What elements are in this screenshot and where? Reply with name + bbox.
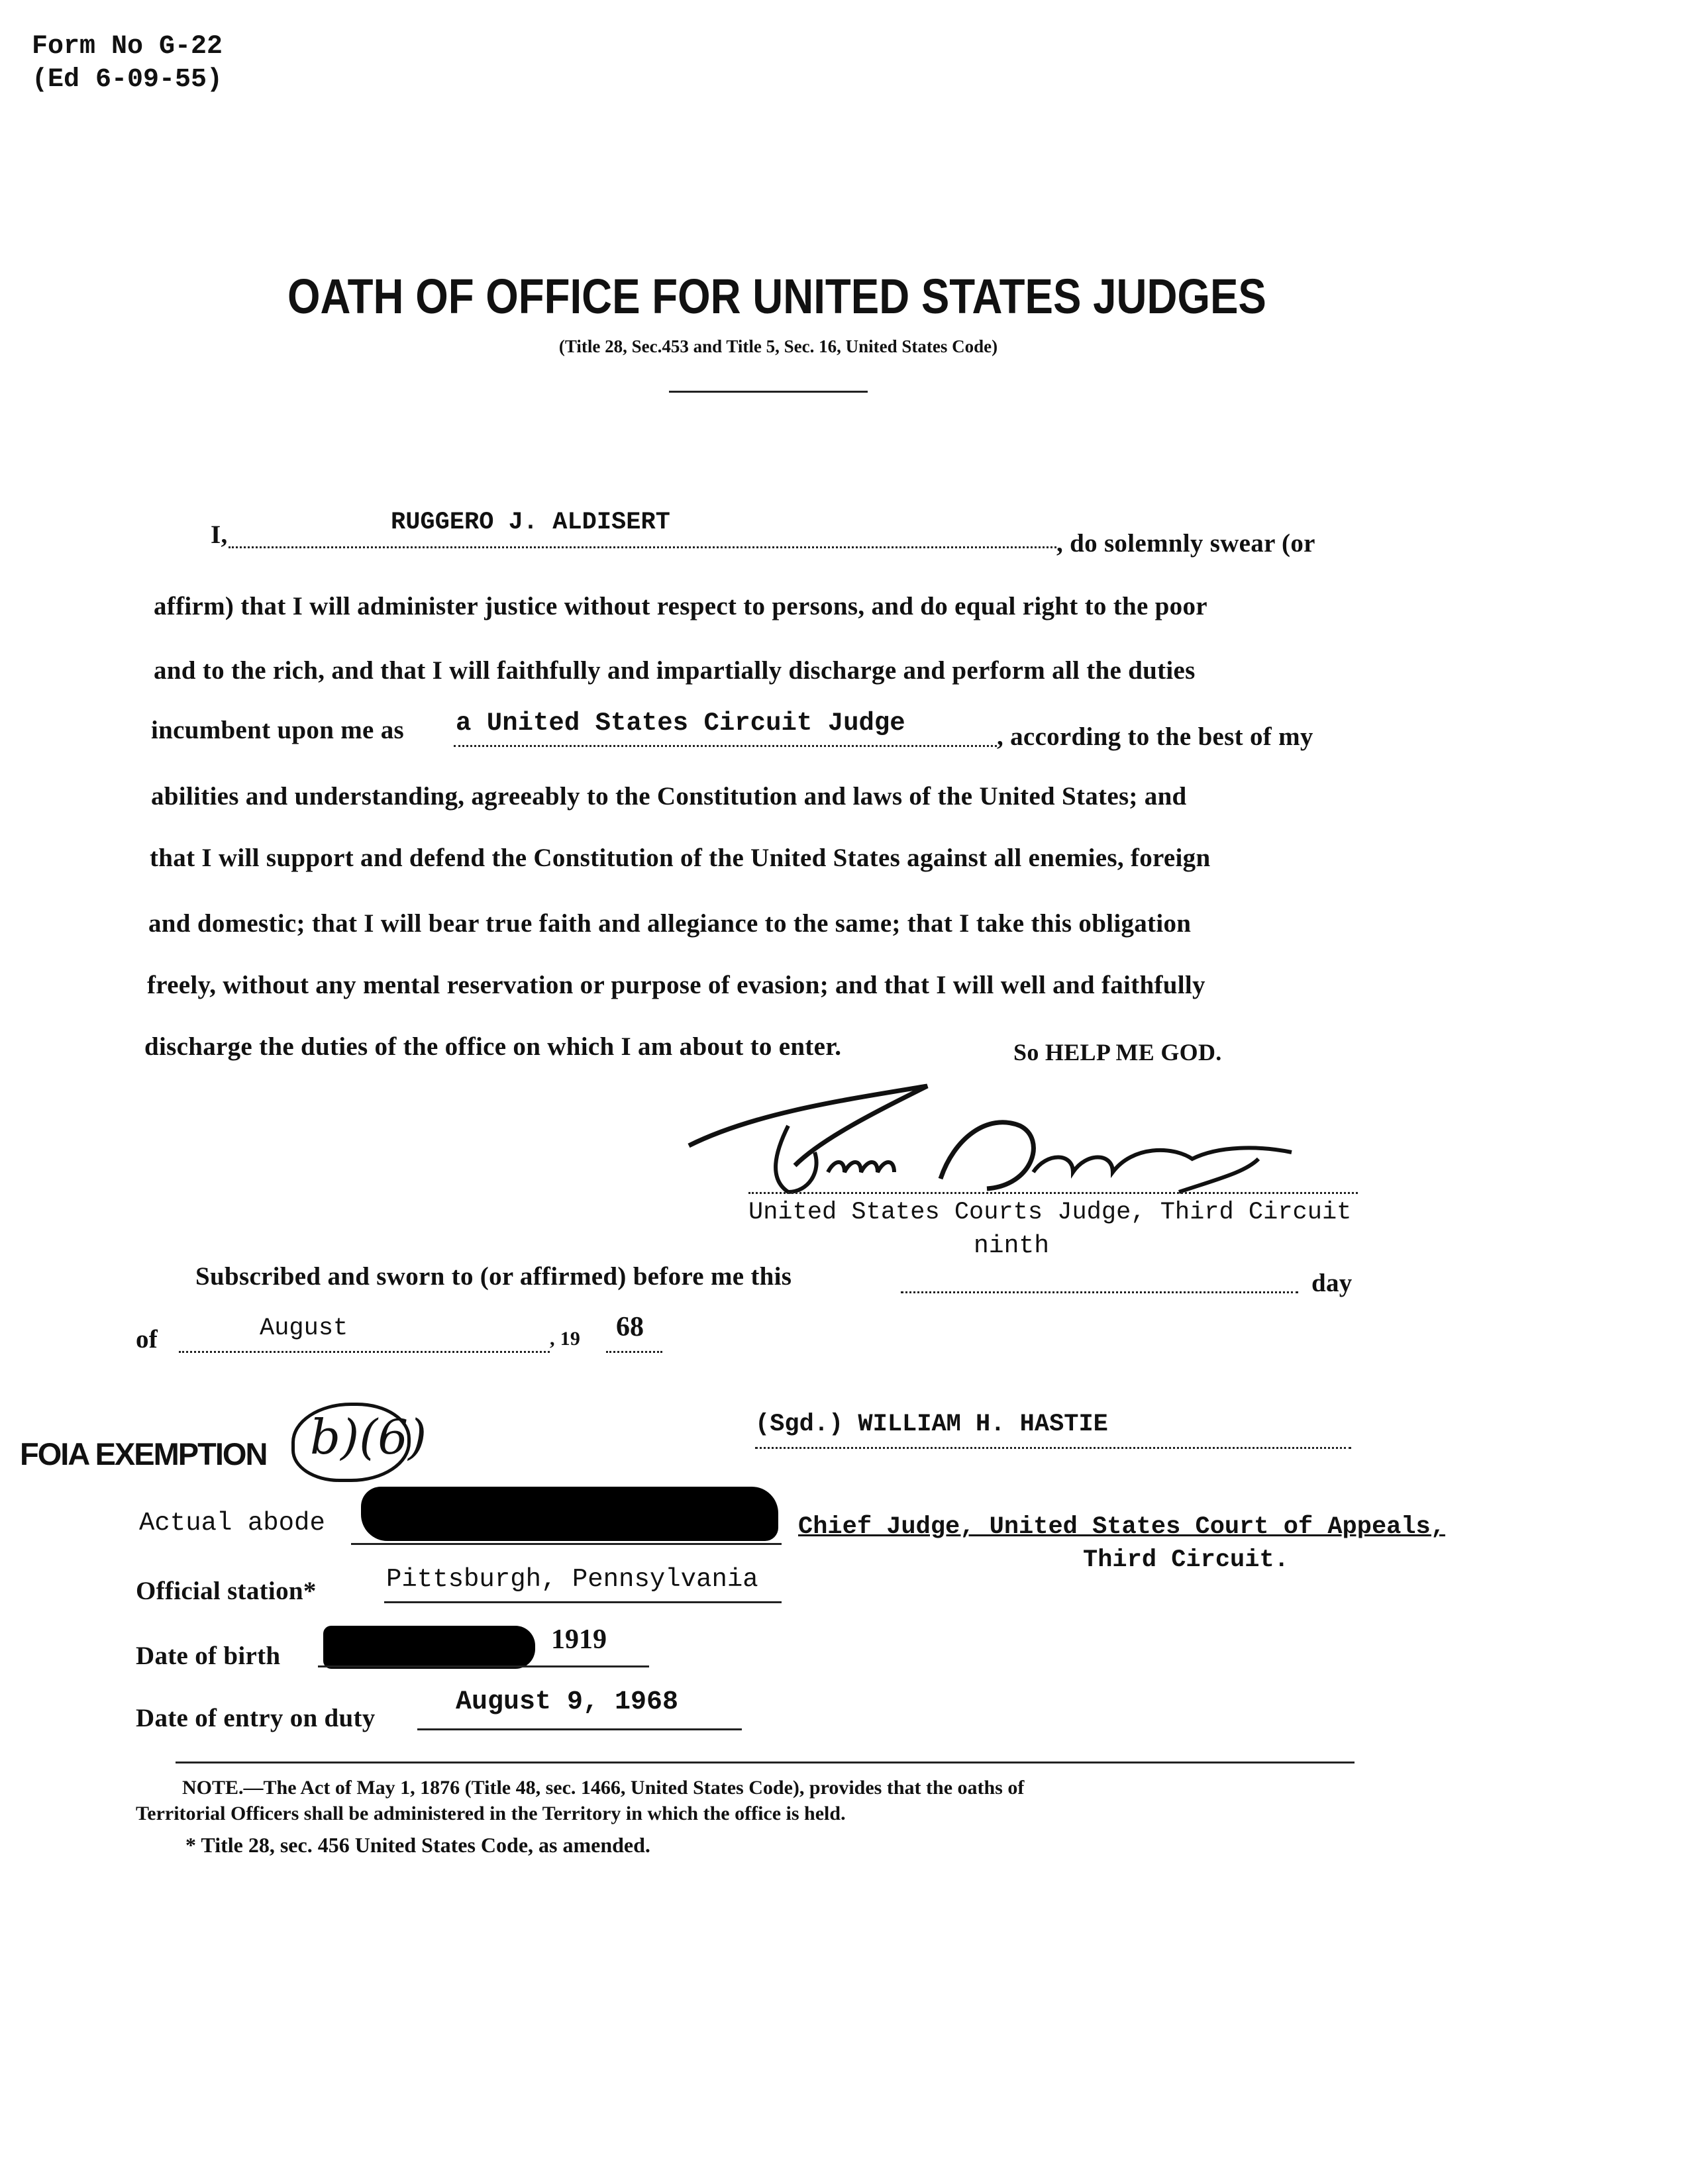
foia-exemption-code: b)(6)	[310, 1409, 427, 1465]
station-label: Official station*	[136, 1577, 317, 1605]
office-field-line	[454, 745, 997, 747]
note-line1-text: —The Act of May 1, 1876 (Title 48, sec. 1466, United States Code), provides that the oaths of	[243, 1777, 1025, 1799]
oath-line8: freely, without any mental reservation or purpose of evasion; and that I will well and faithfully	[147, 971, 1205, 999]
oath-line7: and domestic; that I will bear true faith and allegiance to the same; that I take this obligation	[148, 909, 1192, 938]
entry-field-line	[417, 1728, 742, 1730]
name-field-line	[229, 546, 1056, 548]
administrator-signature-line	[755, 1447, 1351, 1449]
entry-value: August 9, 1968	[456, 1687, 679, 1717]
oath-name: RUGGERO J. ALDISERT	[391, 509, 670, 536]
subscribed-day-value: ninth	[974, 1232, 1050, 1260]
notes-divider	[176, 1762, 1355, 1763]
oath-line2: affirm) that I will administer justice without respect to persons, and do equal right to the poor	[154, 592, 1207, 620]
note-lead: NOTE.	[182, 1777, 244, 1799]
note-line2: Territorial Officers shall be administered in the Territory in which the office is held.	[136, 1803, 846, 1824]
year-prefix: , 19	[550, 1328, 581, 1350]
judge-signature	[676, 1073, 1338, 1205]
subscribed-text: Subscribed and sworn to (or affirmed) before me this	[195, 1262, 792, 1291]
oath-line4-suffix: , according to the best of my	[997, 722, 1313, 751]
title-divider	[669, 391, 868, 393]
abode-field-line	[351, 1543, 782, 1545]
subscribed-month: August	[260, 1315, 348, 1342]
birth-year: 1919	[551, 1624, 607, 1655]
signature-caption: United States Courts Judge, Third Circuit	[748, 1199, 1352, 1226]
entry-label: Date of entry on duty	[136, 1704, 376, 1732]
oath-line6: that I will support and defend the Constitution of the United States against all enemies, foreign	[150, 844, 1211, 872]
day-field-line	[901, 1291, 1298, 1293]
oath-line1-suffix: , do solemnly swear (or	[1056, 529, 1315, 558]
oath-line3: and to the rich, and that I will faithfully and impartially discharge and perform all the duties	[154, 656, 1196, 685]
birth-label: Date of birth	[136, 1642, 281, 1670]
note-line1	[182, 1777, 1024, 1799]
month-field-line	[179, 1351, 550, 1353]
birth-redaction	[323, 1626, 535, 1669]
station-value: Pittsburgh, Pennsylvania	[386, 1565, 758, 1594]
judge-signature-line	[748, 1192, 1358, 1194]
abode-redaction	[361, 1487, 778, 1541]
year-field-line	[606, 1351, 662, 1353]
form-number: Form No G-22	[32, 32, 223, 62]
oath-line9-main: discharge the duties of the office on which I am about to enter.	[144, 1032, 842, 1061]
subscribed-day-label: day	[1311, 1269, 1353, 1297]
oath-office: a United States Circuit Judge	[456, 709, 905, 738]
footnote: * Title 28, sec. 456 United States Code, as amended.	[185, 1833, 650, 1857]
administrator-title-line2: Third Circuit.	[1083, 1546, 1289, 1574]
subscribed-year: 68	[616, 1312, 644, 1342]
abode-label: Actual abode	[139, 1509, 325, 1538]
form-edition: (Ed 6-09-55)	[32, 65, 223, 95]
page-subtitle: (Title 28, Sec.453 and Title 5, Sec. 16, United States Code)	[558, 336, 998, 356]
page-title: OATH OF OFFICE FOR UNITED STATES JUDGES	[287, 269, 1266, 324]
administrator-signature: (Sgd.) WILLIAM H. HASTIE	[755, 1411, 1108, 1438]
oath-line5: abilities and understanding, agreeably to the Constitution and laws of the United States; and	[151, 782, 1187, 811]
foia-exemption-label: FOIA EXEMPTION	[20, 1436, 267, 1471]
oath-line4-prefix: incumbent upon me as	[151, 716, 404, 744]
oath-line9-end: So HELP ME GOD.	[1013, 1039, 1222, 1066]
administrator-title-line1: Chief Judge, United States Court of Appeals,	[798, 1513, 1445, 1541]
signature-scribble-icon	[676, 1073, 1338, 1205]
oath-line1-prefix: I,	[211, 521, 228, 549]
birth-field-line	[318, 1665, 649, 1667]
station-field-line	[384, 1601, 782, 1603]
of-label: of	[136, 1325, 158, 1354]
